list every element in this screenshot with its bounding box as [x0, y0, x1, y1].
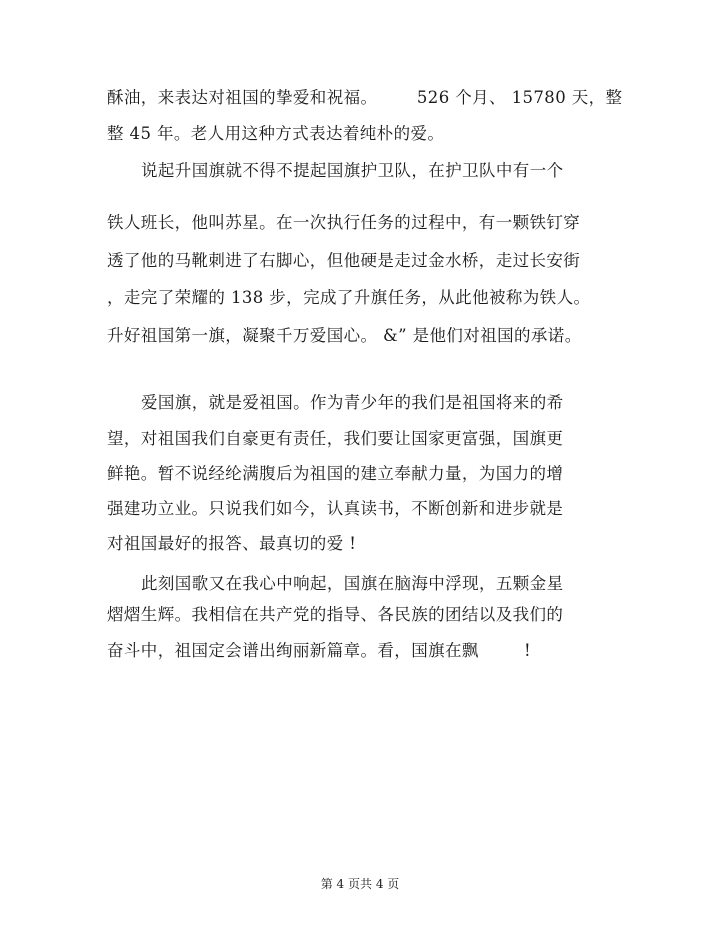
text-line-7: 升好祖国第一旗，凝聚千万爱国心。 &” 是他们对祖国的承诺。: [107, 326, 582, 345]
text-line-12: 对祖国最好的报答、最真切的爱 !: [107, 534, 357, 553]
text-line-15: 奋斗中，祖国定会谱出绚丽新篇章。看，国旗在飘 !: [107, 641, 531, 660]
text-line-1: 酥油，来表达对祖国的挚爱和祝福。 526 个月、 15780 天，整: [107, 88, 623, 107]
page-footer: 第 4 页共 4 页: [320, 877, 400, 891]
text-line-6: ，走完了荣耀的 138 步，完成了升旗任务，从此他被称为铁人。: [107, 288, 591, 307]
text-line-9: 望，对祖国我们自豪更有责任，我们要让国家更富强，国旗更: [107, 429, 564, 448]
text-line-8: 爱国旗，就是爱祖国。作为青少年的我们是祖国将来的希: [141, 393, 564, 412]
text-line-3: 说起升国旗就不得不提起国旗护卫队，在护卫队中有一个: [141, 161, 564, 180]
text-line-11: 强建功立业。只说我们如今，认真读书，不断创新和进步就是: [107, 499, 564, 518]
text-line-4: 铁人班长，他叫苏星。在一次执行任务的过程中，有一颗铁钉穿: [107, 213, 581, 232]
text-line-10: 鲜艳。暂不说经纶满腹后为祖国的建立奉献力量，为国力的增: [107, 464, 564, 483]
text-line-14: 熠熠生辉。我相信在共产党的指导、各民族的团结以及我们的: [107, 605, 564, 624]
text-line-2: 整 45 年。老人用这种方式表达着纯朴的爱。: [107, 124, 445, 143]
text-line-5: 透了他的马靴刺进了右脚心，但他硬是走过金水桥，走过长安街: [107, 251, 581, 270]
text-line-13: 此刻国歌又在我心中响起，国旗在脑海中浮现，五颗金星: [141, 574, 564, 593]
